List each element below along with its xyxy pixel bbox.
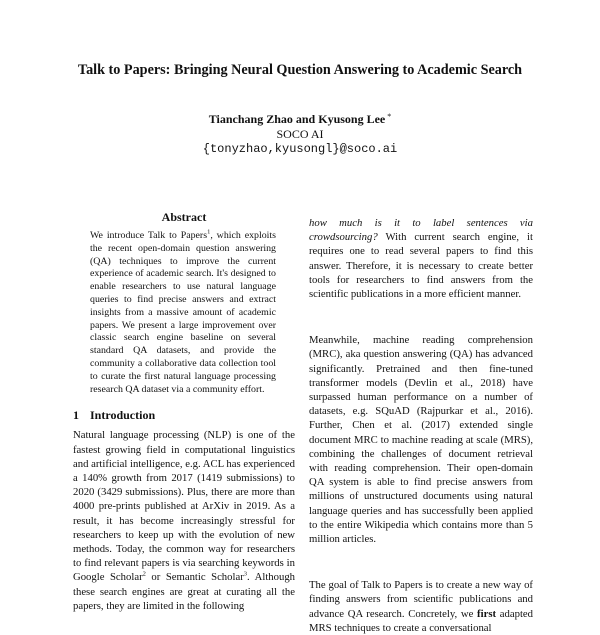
author-email: {tonyzhao,kyusongl}@soco.ai <box>202 142 398 156</box>
abstract-heading: Abstract <box>161 210 207 224</box>
right-paragraph-1: how much is it to label sentences via crowdsourcing? With current search engine, it requires one to read several papers to find this answer. Therefore, it is necessary to create better tools for researchers to find answers from the scientific publications in a more efficient manner. <box>309 217 533 301</box>
section-number: 1 <box>73 408 79 423</box>
footnote-ref-1: 1 <box>207 228 211 236</box>
paper-title: Talk to Papers: Bringing Neural Question Answering to Academic Search <box>77 62 523 78</box>
left-column <box>73 210 295 613</box>
abstract-text: We introduce Talk to Papers$^1$, which exploits the recent open-domain question answering (QA) techniques to improve the current experience of academic search. It's designed to enable researchers to use natural language queries to find precise answers and extract insights from a massive amount of academic papers. We present a large improvement over classic search engine baseline on several standard QA datasets, and provide the community a collaborative data collection tool to curate the first natural language processing research QA dataset via a community effort. <box>90 228 276 395</box>
right-paragraph-2: Meanwhile, machine reading comprehension (MRC), aka question answering (QA) has advanced significantly. Pretrained and then fine-tuned transformer models (Devlin et al., 2018) have surpassed human performance on a number of datasets, e.g. SQuAD (Rajpurkar et al., 2016). Further, Chen et al. (2017) extended single document MRC to machine reading at scale (MRS), combining the challenges of document retrieval with reading comprehension. Their open-domain QA system is able to find precise answers from millions of unstructured documents using natural language queries and has successfully been applied to the entire Wikipedia which contains more than 5 million articles. <box>309 334 533 546</box>
right-paragraph-3: The goal of Talk to Papers is to create a new way of finding answers from scientific publications and advance QA research. Concretely, we first adapted MRS techniques to create a conversational <box>309 579 533 634</box>
introduction-paragraph: Natural language processing (NLP) is one of the fastest growing field in computational linguistics and artificial intelligence, e.g. ACL has experienced a 140% growth from 2017 (1419 submissions) to 2020 (3429 submissions). Plus, there are more than 4000 pre-prints published at ArXiv in 2019. As a result, it has become increasingly stressful for researchers to keep up with the evolution of new methods. Today, the common way for researchers to find relevant papers is via searching keywords in Google Scholar$^2$ or Semantic Scholar$^3$. Although these search engines are great at curating all the papers, they are limited in the following <box>73 429 296 612</box>
author-names: Tianchang Zhao and Kyusong Lee <box>208 112 386 126</box>
right-column <box>309 216 533 635</box>
footnote-ref-2: 2 <box>142 570 146 578</box>
author-footnote-mark: * <box>387 112 392 121</box>
author-block <box>0 109 600 157</box>
footnote-ref-3: 3 <box>243 570 248 578</box>
section-title: Introduction <box>90 408 156 423</box>
affiliation: SOCO AI <box>276 127 324 141</box>
section-heading-introduction <box>73 408 295 422</box>
